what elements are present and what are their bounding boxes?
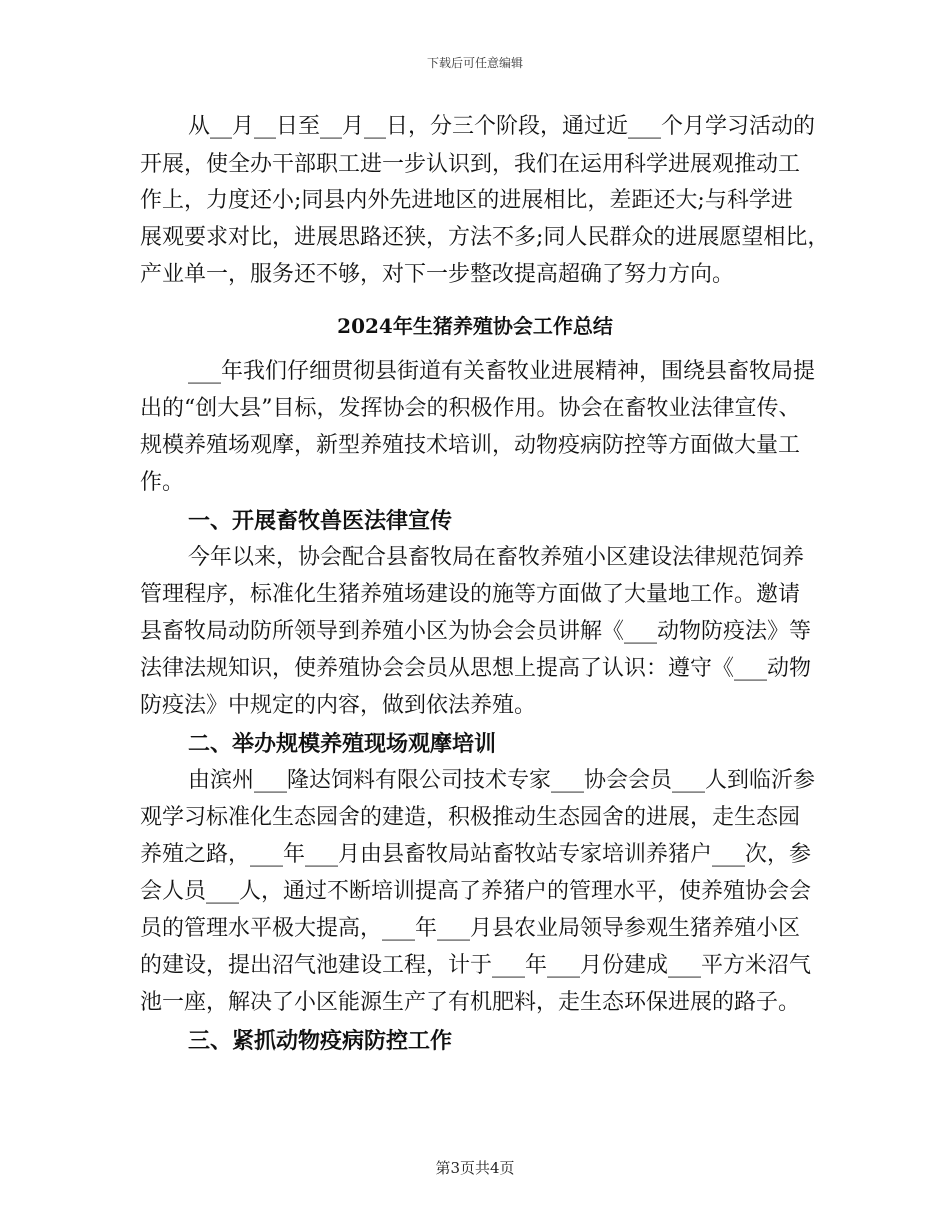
section-line: 会人员___人，通过不断培训提高了养猪户的管理水平，使养殖协会会	[140, 879, 812, 904]
section-line: 县畜牧局动防所领导到养殖小区为协会会员讲解《___动物防疫法》等	[140, 619, 812, 644]
intro-line: 作上，力度还小;同县内外先进地区的进展相比，差距还大;与科学进	[140, 188, 793, 213]
section-line: 池一座，解决了小区能源生产了有机肥料，走生态环保进展的路子。	[140, 990, 801, 1015]
header-note: 下载后可任意编辑	[426, 56, 523, 70]
section-line: 管理程序，标准化生猪养殖场建设的施等方面做了大量地工作。邀请	[140, 582, 801, 607]
section-line: 由滨州___隆达饲料有限公司技术专家___协会会员___人到临沂参	[188, 768, 816, 793]
intro-line: 展观要求对比，进展思路还狭，方法不多;同人民群众的进展愿望相比，	[140, 225, 830, 250]
section-line: 今年以来，协会配合县畜牧局在畜牧养殖小区建设法律规范饲养	[188, 545, 805, 570]
section-line: 法律法规知识，使养殖协会会员从思想上提高了认识：遵守《___动物	[140, 656, 812, 681]
section-line: 员的管理水平极大提高，___年___月县农业局领导参观生猪养殖小区	[140, 916, 801, 941]
intro-line: 产业单一，服务还不够，对下一步整改提高超确了努力方向。	[140, 262, 735, 287]
section-line: 防疫法》中规定的内容，做到依法养殖。	[140, 693, 537, 718]
summary-line: 出的“创大县”目标，发挥协会的积极作用。协会在畜牧业法律宣传、	[140, 396, 801, 421]
section-line: 养殖之路，___年___月由县畜牧局站畜牧站专家培训养猪户___次，参	[140, 842, 812, 867]
section-line: 的建设，提出沼气池建设工程，计于___年___月份建成___平方米沼气	[140, 953, 812, 978]
section-heading: 一、开展畜牧兽医法律宣传	[188, 508, 453, 534]
summary-line: ___年我们仔细贯彻县街道有关畜牧业进展精神，围绕县畜牧局提	[188, 359, 816, 384]
section-line: 观学习标准化生态园舍的建造，积极推动生态园舍的进展，走生态园	[140, 805, 801, 830]
intro-line: 开展，使全办干部职工进一步认识到，我们在运用科学进展观推动工	[140, 152, 801, 177]
summary-line: 规模养殖场观摩，新型养殖技术培训，动物疫病防控等方面做大量工	[140, 433, 801, 458]
page-number: 第3页共4页	[435, 1159, 515, 1177]
section-heading: 三、紧抓动物疫病防控工作	[188, 1028, 453, 1054]
section-heading: 二、举办规模养殖现场观摩培训	[188, 731, 497, 757]
intro-line: 从__月__日至__月__日，分三个阶段，通过近___个月学习活动的	[188, 114, 816, 139]
summary-line: 作。	[140, 470, 185, 495]
document-title: 2024年生猪养殖协会工作总结	[337, 314, 613, 338]
